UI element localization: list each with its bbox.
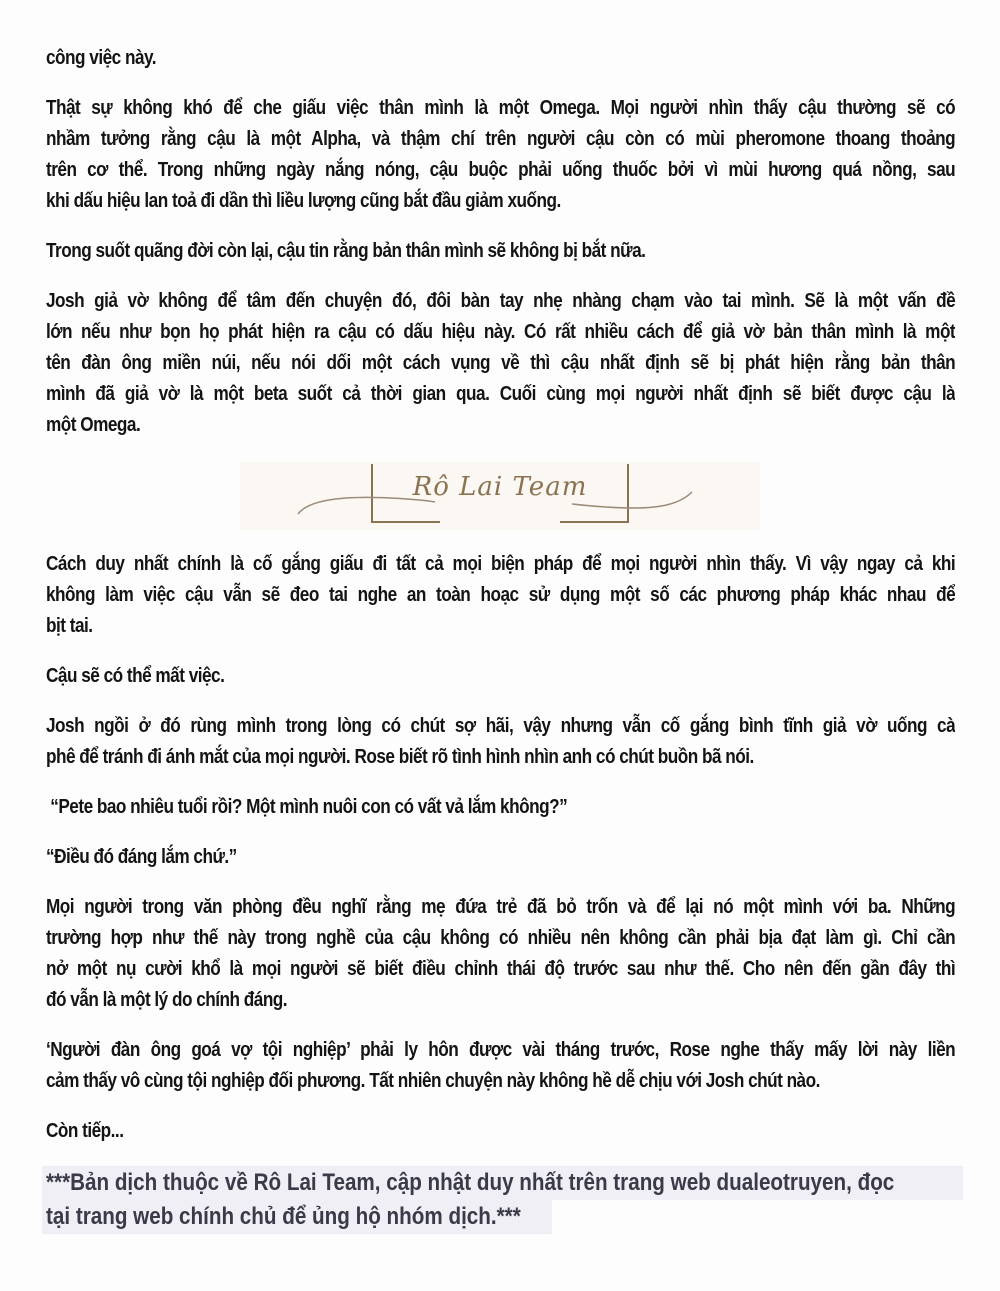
text: phê để tránh đi ánh mắt của mọi người. Rose biết rõ tình hình nhìn anh có chút buồn bã nói.: [46, 746, 754, 768]
team-logo-text: Rô Lai Team: [412, 472, 588, 502]
paragraph: [46, 549, 955, 642]
text: mình đã giả vờ là một beta suốt cả thời gian qua. Cuối cùng mọi người nhất định sẽ biết được cậu là: [46, 383, 955, 405]
text-line: [46, 661, 955, 692]
text-line: [46, 286, 955, 317]
text-line: [46, 742, 955, 773]
text: khi dấu hiệu lan toả đi dần thì liều lượng cũng bắt đầu giảm xuống.: [46, 190, 561, 212]
text-line: [46, 1116, 955, 1147]
text-line: [46, 842, 955, 873]
to-be-continued: [46, 1116, 955, 1147]
text: ‘Người đàn ông goá vợ tội nghiệp’ phải ly hôn được vài tháng trước, Rose nghe thấy mấy lời này liền: [46, 1039, 955, 1061]
dialogue-line: [46, 842, 955, 873]
text: “Điều đó đáng lắm chứ.”: [46, 846, 237, 868]
text-line: [46, 93, 955, 124]
text-line: [46, 792, 955, 823]
text-line: [46, 186, 955, 217]
text: không làm việc cậu vẫn sẽ đeo tai nghe an toàn hoạc sử dụng một số các phương pháp khác nhau để: [46, 584, 955, 606]
text: Josh giả vờ không để tâm đến chuyện đó, đôi bàn tay nhẹ nhàng chạm vào tai mình. Sẽ là một vấn đề: [46, 290, 955, 312]
text: đó vẫn là một lý do chính đáng.: [46, 989, 288, 1011]
text: công việc này.: [46, 47, 157, 69]
text-line: [46, 348, 955, 379]
text: “Pete bao nhiêu tuổi rồi? Một mình nuôi con có vất vả lắm không?”: [46, 796, 568, 818]
text-line: [46, 711, 955, 742]
paragraph: [46, 43, 955, 74]
text: Trong suốt quãng đời còn lại, cậu tin rằng bản thân mình sẽ không bị bắt nữa.: [46, 240, 646, 262]
text: Mọi người trong văn phòng đều nghĩ rằng mẹ đứa trẻ đã bỏ trốn và để lại nó một mình với ba. Những: [46, 896, 955, 918]
text: Thật sự không khó để che giấu việc thân mình là một Omega. Mọi người nhìn thấy cậu thường sẽ có: [46, 97, 955, 119]
text-line: [46, 155, 955, 186]
paragraph: [46, 93, 955, 217]
text: một Omega.: [46, 414, 141, 436]
text: trên cơ thể. Trong những ngày nắng nóng, cậu buộc phải uống thuốc bởi vì mùi hương quá nồng, sau: [46, 159, 955, 181]
text: nhầm tưởng rằng cậu là một Alpha, và thậm chí trên người cậu còn có mùi pheromone thoang thoảng: [46, 128, 955, 150]
text: nở một nụ cười khổ là mọi người sẽ biết điều chỉnh thái độ trước sau như thế. Cho nên đến gần đây thì: [46, 958, 955, 980]
text-line: [46, 892, 955, 923]
text: trường hợp như thế này trong nghề của cậu không có nhiều nên không cần phải bịa đạt làm gì. Chỉ cần: [46, 927, 955, 949]
paragraph: [46, 661, 955, 692]
text: Cậu sẽ có thể mất việc.: [46, 665, 225, 687]
dialogue-line: [46, 792, 955, 823]
text-line: [46, 580, 955, 611]
text: Josh ngồi ở đó rùng mình trong lòng có chút sợ hãi, vậy nhưng vẫn cố gắng bình tĩnh giả vờ uống cà: [46, 715, 955, 737]
text-line: [46, 1066, 955, 1097]
text: Cách duy nhất chính là cố gắng giấu đi tất cả mọi biện pháp để mọi người nhìn thấy. Vì vậy ngay cả khi: [46, 553, 955, 575]
translation-notice: [42, 1166, 963, 1234]
text: cảm thấy vô cùng tội nghiệp đối phương. Tất nhiên chuyện này không hề dễ chịu với Josh chút nào.: [46, 1070, 820, 1092]
paragraph: [46, 286, 955, 441]
text-line: [46, 1035, 955, 1066]
text-line: [46, 317, 955, 348]
text-line: [46, 43, 955, 74]
team-logo-banner: [240, 462, 760, 530]
notice-line: [42, 1166, 963, 1200]
paragraph: [46, 892, 955, 1016]
text-line: [46, 954, 955, 985]
text-line: [46, 549, 955, 580]
text-line: [46, 923, 955, 954]
notice-line: [42, 1200, 552, 1234]
text: bịt tai.: [46, 615, 93, 637]
text-line: [46, 410, 955, 441]
text-line: [46, 236, 955, 267]
text-line: [46, 379, 955, 410]
paragraph: [46, 236, 955, 267]
paragraph: [46, 711, 955, 773]
text-line: [46, 124, 955, 155]
text: tại trang web chính chủ để ủng hộ nhóm dịch.***: [46, 1203, 521, 1230]
text: lớn nếu như bọn họ phát hiện ra cậu có dấu hiệu này. Có rất nhiều cách để giả vờ bản thân mình là một: [46, 321, 955, 343]
text-line: [46, 985, 955, 1016]
text: tên đàn ông miền núi, nếu nói dối một cách vụng về thì cậu nhất định sẽ bị phát hiện rằng bản thân: [46, 352, 955, 374]
text: ***Bản dịch thuộc về Rô Lai Team, cập nhật duy nhất trên trang web dualeotruyen, đọc: [46, 1169, 895, 1196]
text-line: [46, 611, 955, 642]
text: Còn tiếp...: [46, 1120, 124, 1142]
paragraph: [46, 1035, 955, 1097]
